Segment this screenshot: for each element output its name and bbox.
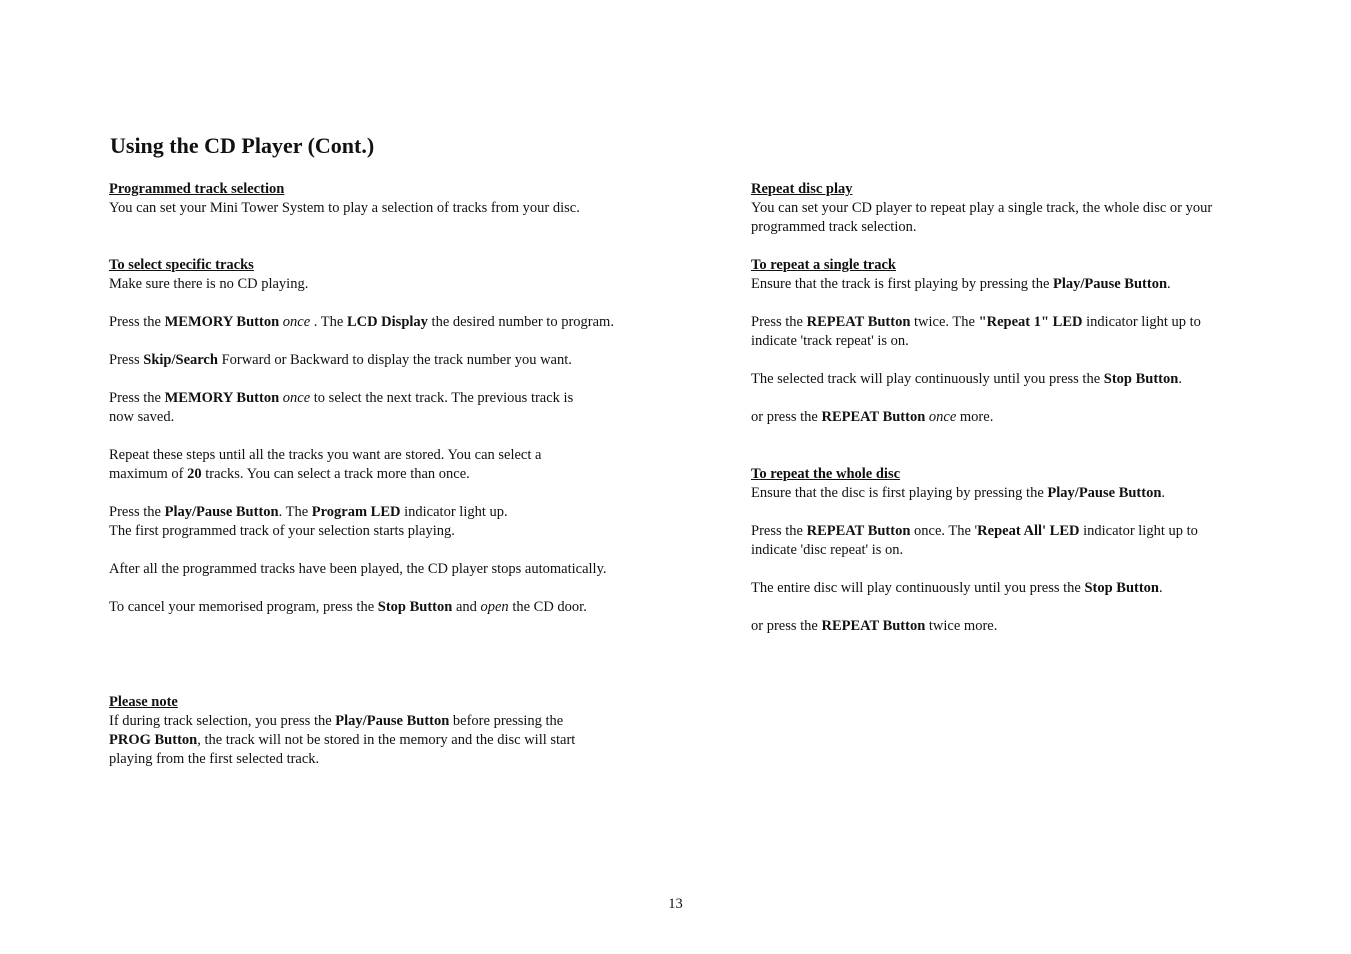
repeat-disc-heading: Repeat disc play [751,181,853,197]
whole-step-press: Press the REPEAT Button once. The 'Repeat All' LED indicator light up to indicate 'disc repeat' is on. [751,523,1198,558]
single-track-section [751,256,1271,427]
select-step-skip: Press Skip/Search Forward or Backward to display the track number you want. [109,352,572,368]
single-step-more: or press the REPEAT Button once more. [751,409,994,425]
select-heading: To select specific tracks [109,257,254,273]
page-number: 13 [668,896,683,912]
right-column [751,180,1271,636]
whole-disc-section [751,465,1271,636]
note-text: If during track selection, you press the Play/Pause Button before pressing the PROG Button, the track will not be stored in the memory and the disc will start playing from the first selected track. [109,713,576,767]
single-step-press: Press the REPEAT Button twice. The "Repeat 1" LED indicator light up to indicate 'track repeat' is on. [751,314,1201,349]
select-section [109,256,669,617]
repeat-disc-section [751,180,1271,237]
note-heading: Please note [109,694,178,710]
whole-step-more: or press the REPEAT Button twice more. [751,618,998,634]
single-step-continuous: The selected track will play continuously until you press the Stop Button. [751,371,1182,387]
select-step-repeat: Repeat these steps until all the tracks you want are stored. You can select a maximum of 20 tracks. You can select a track more than once. [109,447,542,482]
whole-step-continuous: The entire disc will play continuously until you press the Stop Button. [751,580,1163,596]
page-title: Using the CD Player (Cont.) [110,133,375,158]
whole-disc-heading: To repeat the whole disc [751,466,901,482]
programmed-heading: Programmed track selection [109,181,285,197]
single-track-heading: To repeat a single track [751,257,896,273]
select-step-cancel: To cancel your memorised program, press the Stop Button and open the CD door. [109,599,587,615]
left-column [109,180,669,769]
programmed-text: You can set your Mini Tower System to play a selection of tracks from your disc. [109,200,580,216]
programmed-section [109,180,669,218]
select-step-play: Press the Play/Pause Button. The Program LED indicator light up. The first programmed track of your selection starts playing. [109,504,508,539]
select-step-memory: Press the MEMORY Button once . The LCD Display the desired number to program. [109,314,614,330]
single-step-ensure: Ensure that the track is first playing by pressing the Play/Pause Button. [751,276,1171,292]
repeat-disc-text: You can set your CD player to repeat play a single track, the whole disc or your programmed track selection. [751,200,1213,235]
whole-step-ensure: Ensure that the disc is first playing by pressing the Play/Pause Button. [751,485,1166,501]
select-step-next: Press the MEMORY Button once to select the next track. The previous track is now saved. [109,390,574,425]
note-section [109,693,669,769]
select-line1: Make sure there is no CD playing. [109,276,309,292]
select-step-after: After all the programmed tracks have been played, the CD player stops automatically. [109,561,607,577]
